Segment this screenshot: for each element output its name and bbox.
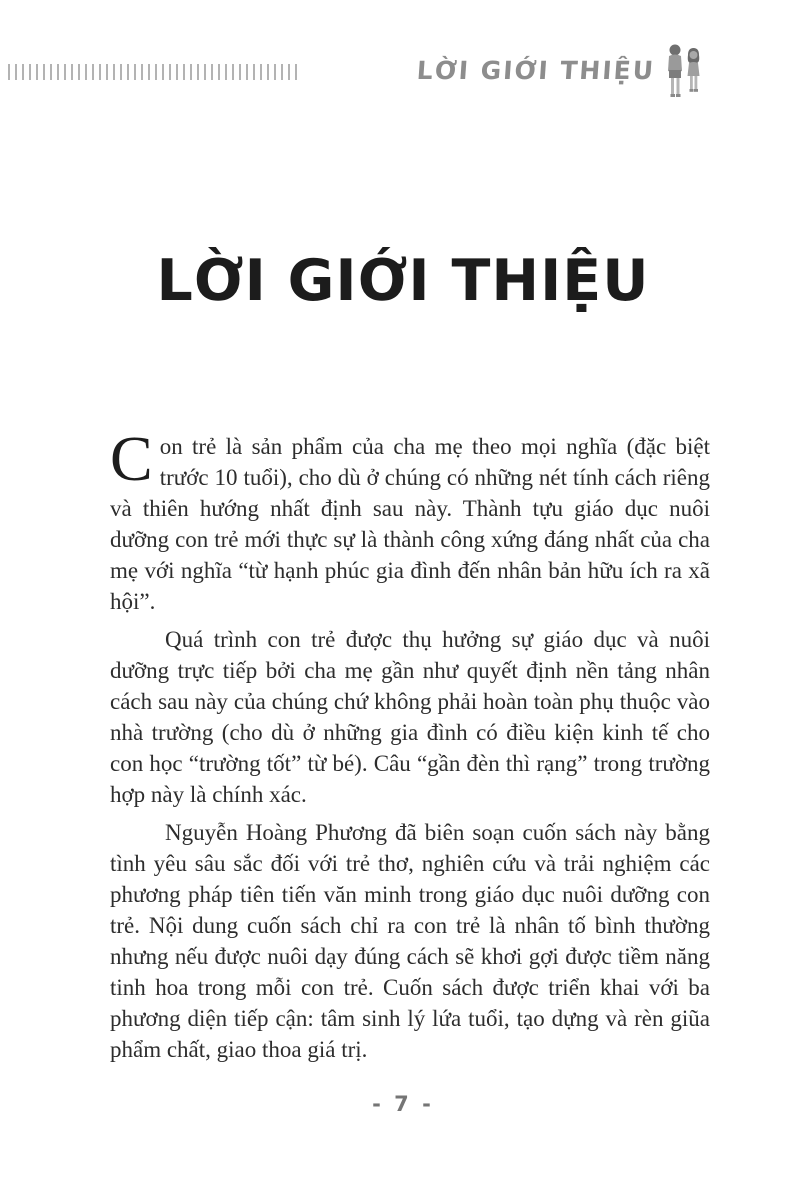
page-number: - 7 - <box>372 1092 434 1116</box>
chapter-title: LỜI GIỚI THIỆU <box>156 248 650 314</box>
drop-cap: C <box>110 423 153 494</box>
running-header-title: LỜI GIỚI THIỆU <box>415 56 657 85</box>
paragraph-1-text: on trẻ là sản phẩm của cha mẹ theo mọi nghĩa (đặc biệt trước 10 tuổi), cho dù ở chúng có những nét tính cách riêng và thiên hướng nhất định sau này. Thành tựu giáo dục nuôi dưỡng con trẻ mới thực sự là thành công xứng đáng nhất của cha mẹ với nghĩa “từ hạnh phúc gia đình đến nhân bản hữu ích ra xã hội”. <box>110 434 710 614</box>
paragraph-3: Nguyễn Hoàng Phương đã biên soạn cuốn sách này bằng tình yêu sâu sắc đối với trẻ thơ, nghiên cứu và trải nghiệm các phương pháp tiên tiến văn minh trong giáo dục nuôi dưỡng con trẻ. Nội dung cuốn sách chỉ ra con trẻ là nhân tố bình thường nhưng nếu được nuôi dạy đúng cách sẽ khơi gợi được tiềm năng tinh hoa trong mỗi con trẻ. Cuốn sách được triển khai với ba phương diện tiếp cận: tâm sinh lý lứa tuổi, tạo dựng và rèn giũa phẩm chất, giao thoa giá trị. <box>110 820 710 1062</box>
paragraph-2: Quá trình con trẻ được thụ hưởng sự giáo dục và nuôi dưỡng trực tiếp bởi cha mẹ gần như quyết định nền tảng nhân cách sau này của chúng chứ không phải hoàn toàn phụ thuộc vào nhà trường (cho dù ở những gia đình có điều kiện kinh tế cho con học “trường tốt” từ bé). Câu “gần đèn thì rạng” trong trường hợp này là chính xác. <box>110 627 710 807</box>
two-children-icon <box>660 42 708 102</box>
paragraph-1 <box>110 423 710 617</box>
body-text <box>110 423 710 1072</box>
